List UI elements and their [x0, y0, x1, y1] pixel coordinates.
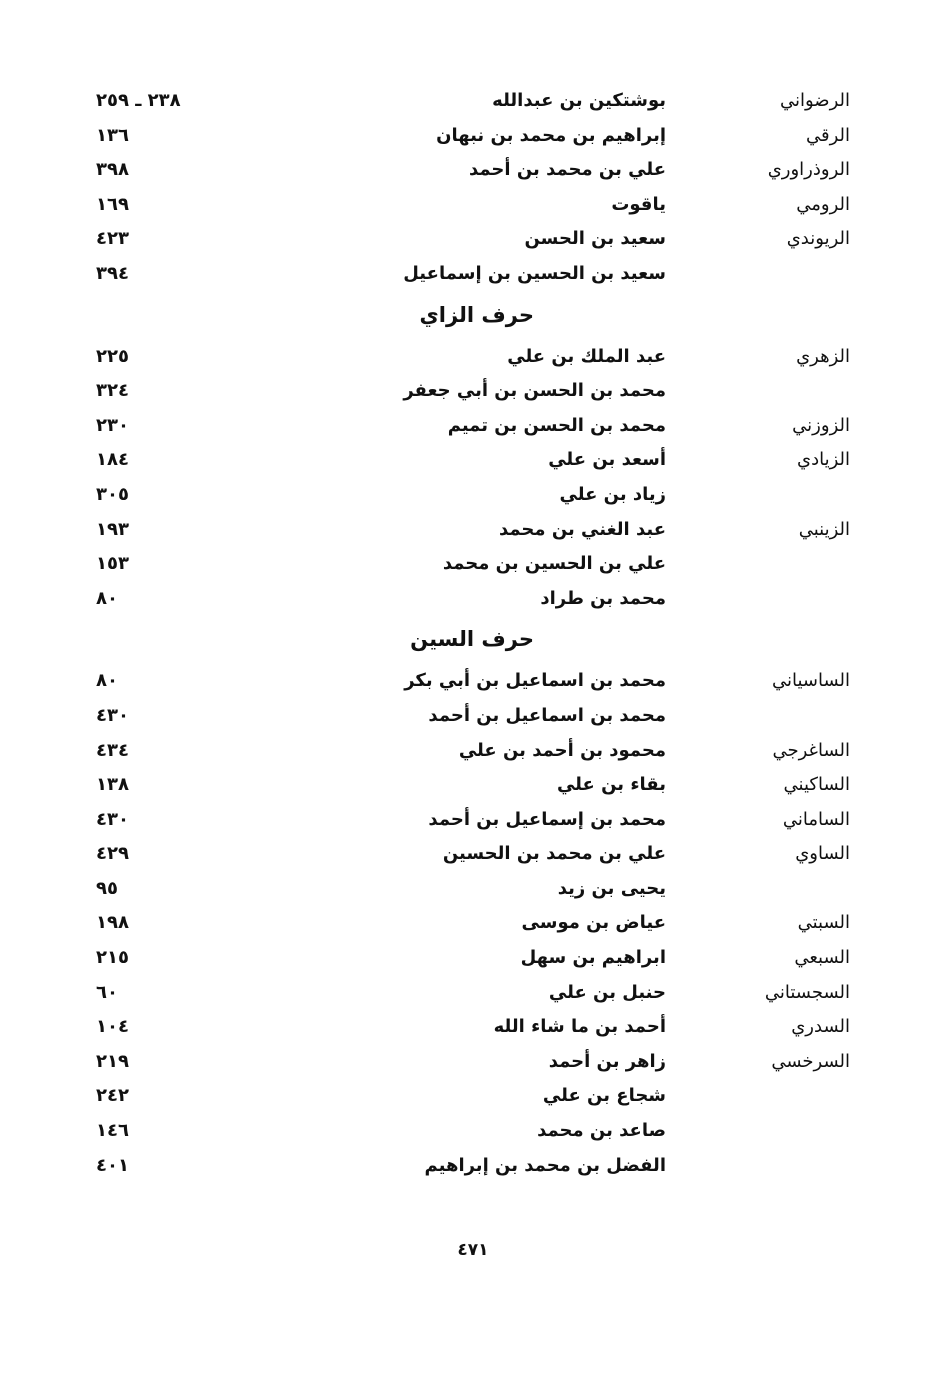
entry-nisba: الساماني — [782, 808, 850, 830]
section-heading: حرف السين — [410, 627, 534, 652]
entry-pages: ٤٣٠ — [96, 808, 129, 830]
entry-pages: ٢٣٠ — [96, 414, 129, 436]
entry-pages: ١٦٩ — [96, 193, 129, 215]
entry-name: محمد بن اسماعيل بن أبي بكر — [404, 670, 666, 692]
section-heading: حرف الزاي — [419, 302, 534, 327]
index-entry — [0, 1045, 946, 1080]
index-entry — [0, 119, 946, 154]
entry-nisba: السرخسي — [771, 1050, 850, 1072]
entry-nisba: السبعي — [794, 947, 850, 969]
entry-pages: ١٣٦ — [96, 124, 129, 146]
index-entry — [0, 478, 946, 513]
page-number: ٤٧١ — [457, 1240, 489, 1260]
entry-pages: ٩٥ — [96, 877, 118, 899]
index-entry — [0, 547, 946, 582]
index-entry — [0, 340, 946, 375]
index-entry — [0, 941, 946, 976]
index-entry — [0, 257, 946, 292]
index-entry — [0, 443, 946, 478]
entry-name: حنبل بن علي — [548, 981, 666, 1003]
entry-nisba: السبتي — [797, 912, 850, 934]
entry-name: محمود بن أحمد بن علي — [458, 739, 666, 761]
index-entry — [0, 734, 946, 769]
entry-name: أسعد بن علي — [548, 449, 666, 471]
entry-name: علي بن محمد بن الحسين — [442, 843, 666, 865]
index-entry — [0, 1149, 946, 1184]
index-entry — [0, 664, 946, 699]
entry-name: بقاء بن علي — [556, 774, 666, 796]
index-entry — [0, 153, 946, 188]
entry-pages: ٤٣٤ — [96, 739, 129, 761]
index-entry — [0, 837, 946, 872]
entry-nisba: الساسياني — [771, 670, 850, 692]
index-entry — [0, 188, 946, 223]
entry-name: بوشتكين بن عبدالله — [492, 90, 666, 111]
entry-nisba: الساكيني — [783, 774, 850, 796]
entry-name: أحمد بن ما شاء الله — [493, 1016, 666, 1038]
entry-pages: ١٠٤ — [96, 1016, 129, 1038]
entry-name: علي بن محمد بن أحمد — [468, 159, 666, 181]
entry-pages: ٣٠٥ — [96, 483, 129, 505]
index-entry — [0, 906, 946, 941]
entry-nisba: الساوي — [795, 843, 850, 865]
entry-name: محمد بن طراد — [540, 587, 666, 609]
entry-pages: ٢١٥ — [96, 947, 129, 969]
entry-name: إبراهيم بن محمد بن نبهان — [436, 124, 666, 146]
section-heading-row — [0, 292, 946, 340]
entry-nisba: الرضواني — [779, 90, 850, 111]
entry-pages: ٢٣٨ ـ ٢٥٩ — [96, 90, 181, 111]
entry-pages: ٦٠ — [96, 981, 118, 1003]
entry-nisba: الروذراوري — [767, 159, 850, 181]
entry-nisba: السدري — [791, 1016, 850, 1038]
entry-nisba: الزهري — [796, 345, 850, 367]
entry-name: شجاع بن علي — [542, 1085, 666, 1107]
index-entry — [0, 1079, 946, 1114]
entry-nisba: الزيادي — [796, 449, 850, 471]
index-entry — [0, 803, 946, 838]
entry-name: يحيى بن زيد — [557, 877, 666, 899]
entry-nisba: الريوندي — [786, 228, 850, 250]
entry-name: محمد بن الحسن بن تميم — [447, 414, 666, 436]
index-entry — [0, 1010, 946, 1045]
entry-pages: ٣٩٨ — [96, 159, 129, 181]
entry-name: ياقوت — [611, 193, 666, 215]
entry-pages: ٢٤٢ — [96, 1085, 129, 1107]
entry-name: الفضل بن محمد بن إبراهيم — [424, 1154, 666, 1176]
entry-nisba: السجستاني — [764, 981, 850, 1003]
entry-name: محمد بن اسماعيل بن أحمد — [428, 704, 666, 726]
entry-pages: ١٨٤ — [96, 449, 129, 471]
entry-name: علي بن الحسين بن محمد — [442, 553, 666, 575]
entry-nisba: الساغرجي — [772, 739, 850, 761]
index-entry — [0, 1114, 946, 1149]
entry-pages: ٤٢٩ — [96, 843, 129, 865]
entry-name: عبد الملك بن علي — [507, 345, 666, 367]
entry-name: ابراهيم بن سهل — [520, 947, 666, 969]
entry-pages: ٣٩٤ — [96, 262, 129, 284]
index-entry — [0, 222, 946, 257]
index-entry — [0, 582, 946, 617]
entry-name: سعيد بن الحسين بن إسماعيل — [403, 262, 666, 284]
index-entry — [0, 409, 946, 444]
entry-pages: ٤٣٠ — [96, 704, 129, 726]
entry-name: سعيد بن الحسن — [524, 228, 666, 250]
entry-pages: ٨٠ — [96, 587, 118, 609]
entry-pages: ٤٠١ — [96, 1154, 129, 1176]
entry-pages: ١٤٦ — [96, 1120, 129, 1142]
index-entry — [0, 768, 946, 803]
entry-name: محمد بن إسماعيل بن أحمد — [428, 808, 666, 830]
entry-pages: ١٥٣ — [96, 553, 129, 575]
index-entry — [0, 374, 946, 409]
entry-nisba: الرومي — [796, 193, 850, 215]
index-entry — [0, 976, 946, 1011]
entry-name: محمد بن الحسن بن أبي جعفر — [403, 380, 666, 402]
entry-name: عياض بن موسى — [521, 912, 666, 934]
entry-pages: ٢١٩ — [96, 1050, 129, 1072]
entry-nisba: الزوزني — [792, 414, 850, 436]
entry-pages: ١٣٨ — [96, 774, 129, 796]
entry-pages: ٤٢٣ — [96, 228, 129, 250]
index-entry — [0, 872, 946, 907]
entry-pages: ٢٢٥ — [96, 345, 129, 367]
index-entry — [0, 699, 946, 734]
section-heading-row — [0, 616, 946, 664]
entry-nisba: الزينبي — [798, 518, 850, 540]
index-entry — [0, 84, 946, 119]
entry-pages: ١٩٣ — [96, 518, 129, 540]
entry-name: صاعد بن محمد — [537, 1120, 666, 1142]
entry-pages: ٣٢٤ — [96, 380, 129, 402]
entry-name: عبد الغني بن محمد — [498, 518, 666, 540]
entry-pages: ٨٠ — [96, 670, 118, 692]
entry-nisba: الرقي — [805, 124, 850, 146]
entry-pages: ١٩٨ — [96, 912, 129, 934]
entry-name: زاهر بن أحمد — [548, 1050, 666, 1072]
index-entry — [0, 513, 946, 548]
entry-name: زياد بن علي — [559, 483, 666, 505]
index-entries — [0, 84, 946, 1183]
